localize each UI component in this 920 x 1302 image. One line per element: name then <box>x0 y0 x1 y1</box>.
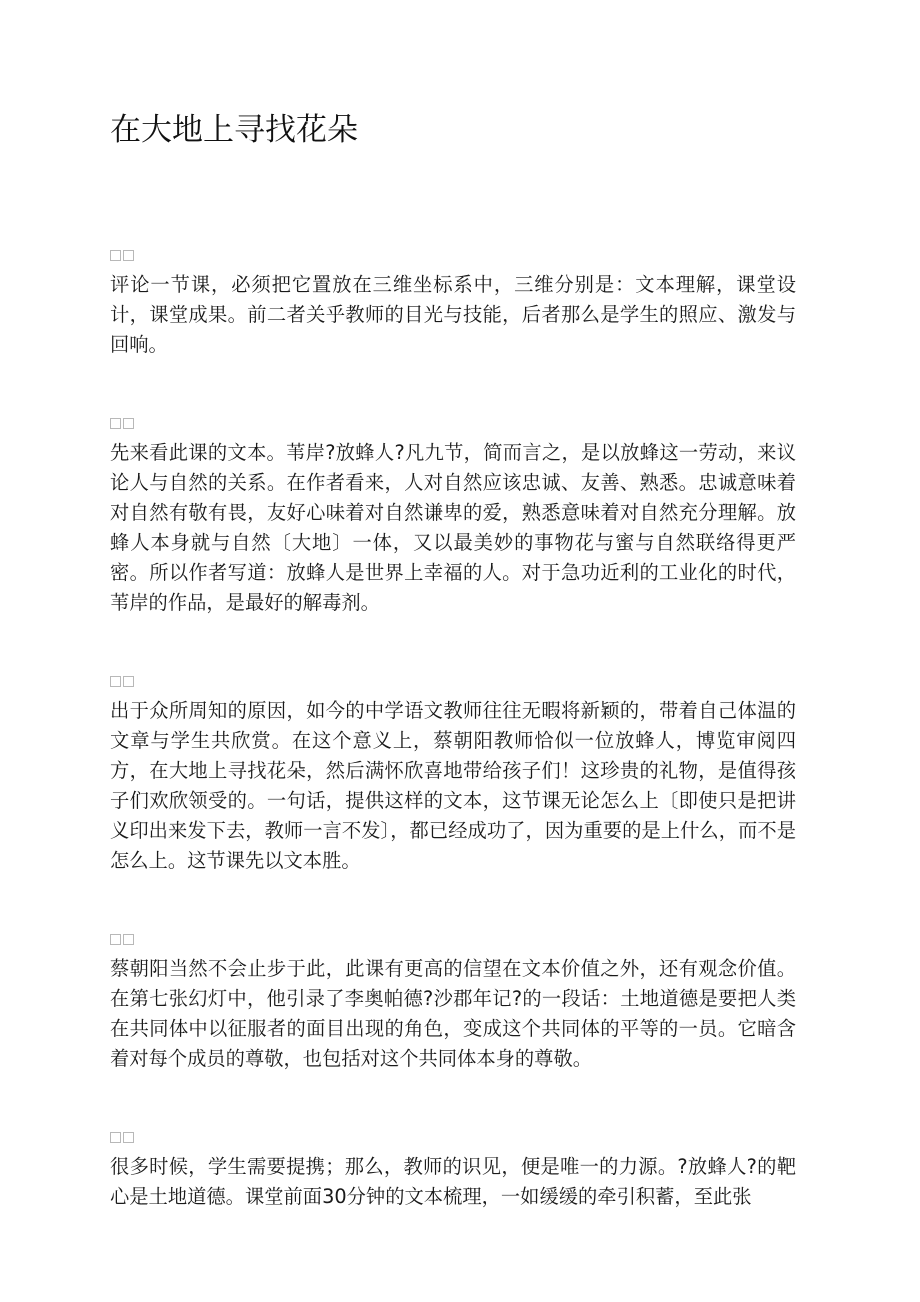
paragraph: 蔡朝阳当然不会止步于此，此课有更高的信望在文本价值之外，还有观念价值。在第七张幻灯中，他引录了李奥帕德?沙郡年记?的一段话：土地道德是要把人类在共同体中以征服者的面目出现的角色，变成这个共同体的平等的一员。它暗含着对每个成员的尊敬，也包括对这个共同体本身的尊敬。 <box>110 957 796 1070</box>
paragraph-section <box>110 416 796 618</box>
paragraph: 出于众所周知的原因，如今的中学语文教师往往无暇将新颖的，带着自己体温的文章与学生共欣赏。在这个意义上，蔡朝阳教师恰似一位放蜂人，博览审阅四方，在大地上寻找花朵，然后满怀欣喜地带给孩子们！这珍贵的礼物，是值得孩子们欢欣领受的。一句话，提供这样的文本，这节课无论怎么上〔即使只是把讲义印出来发下去，教师一言不发〕，都已经成功了，因为重要的是上什么，而不是怎么上。这节课先以文本胜。 <box>110 699 796 872</box>
paragraph-section <box>110 1130 796 1212</box>
placeholder-glyph-icon <box>110 932 796 946</box>
document-title: 在大地上寻找花朵 <box>110 112 358 148</box>
paragraph: 评论一节课，必须把它置放在三维坐标系中，三维分别是：文本理解，课堂设计，课堂成果。前二者关乎教师的目光与技能，后者那么是学生的照应、激发与回响。 <box>110 273 796 356</box>
paragraph-section <box>110 248 796 360</box>
placeholder-glyph-icon <box>110 1130 796 1144</box>
placeholder-glyph-icon <box>110 674 796 688</box>
paragraph: 很多时候，学生需要提携；那么，教师的识见，便是唯一的力源。?放蜂人?的靶心是土地道德。课堂前面30分钟的文本梳理，一如缓缓的牵引积蓄，至此张 <box>110 1155 796 1208</box>
placeholder-glyph-icon <box>110 416 796 430</box>
paragraph-section <box>110 932 796 1074</box>
paragraph-section <box>110 674 796 876</box>
paragraph: 先来看此课的文本。苇岸?放蜂人?凡九节，简而言之，是以放蜂这一劳动，来议论人与自然的关系。在作者看来，人对自然应该忠诚、友善、熟悉。忠诚意味着对自然有敬有畏，友好心味着对自然谦卑的爱，熟悉意味着对自然充分理解。放蜂人本身就与自然〔大地〕一体，又以最美妙的事物花与蜜与自然联络得更严密。所以作者写道：放蜂人是世界上幸福的人。对于急功近利的工业化的时代，苇岸的作品，是最好的解毒剂。 <box>110 441 796 614</box>
placeholder-glyph-icon <box>110 248 796 262</box>
